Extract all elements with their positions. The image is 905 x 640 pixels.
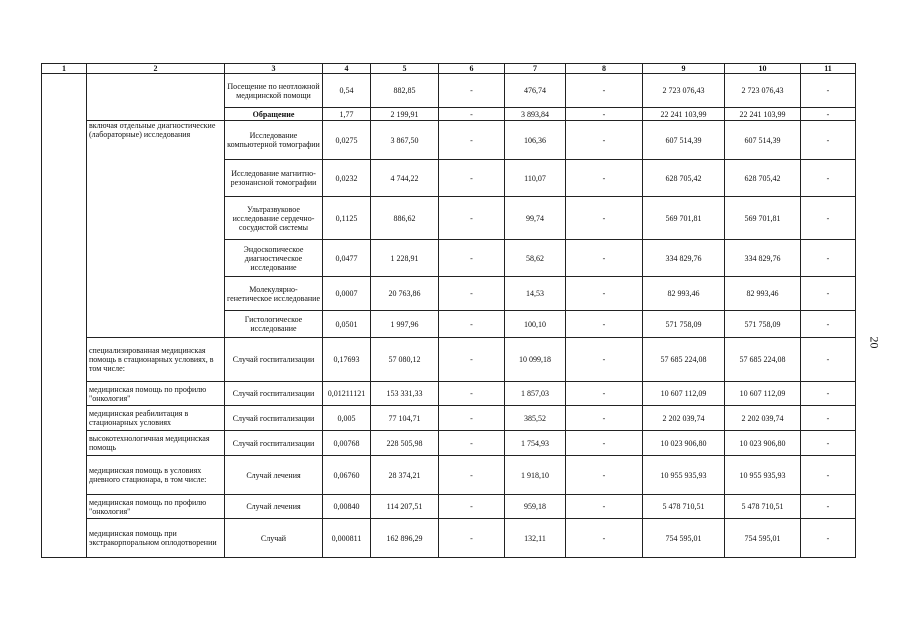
cell-c11: - bbox=[801, 160, 856, 197]
cell-c5: 228 505,98 bbox=[371, 431, 439, 456]
cell-c10: 5 478 710,51 bbox=[725, 495, 801, 519]
col-header: 9 bbox=[643, 64, 725, 74]
cell-c8: - bbox=[566, 519, 643, 558]
cell-c7: 476,74 bbox=[505, 74, 566, 108]
cell-c5: 882,85 bbox=[371, 74, 439, 108]
cell-c3: Случай bbox=[225, 519, 323, 558]
cell-c7: 1 918,10 bbox=[505, 456, 566, 495]
cell-c9: 607 514,39 bbox=[643, 121, 725, 160]
col-header: 11 bbox=[801, 64, 856, 74]
cell-c9: 334 829,76 bbox=[643, 240, 725, 277]
cell-c10: 2 723 076,43 bbox=[725, 74, 801, 108]
cell-c9: 10 023 906,80 bbox=[643, 431, 725, 456]
cell-c11: - bbox=[801, 74, 856, 108]
cell-description: специализированная медицинская помощь в стационарных условиях, в том числе: bbox=[87, 338, 225, 382]
cell-c3: Случай лечения bbox=[225, 495, 323, 519]
cell-c6: - bbox=[439, 431, 505, 456]
cell-c11: - bbox=[801, 456, 856, 495]
table-row bbox=[42, 519, 856, 558]
cell-c11: - bbox=[801, 431, 856, 456]
cell-c11: - bbox=[801, 108, 856, 121]
cell-c4: 0,1125 bbox=[323, 197, 371, 240]
cell-c4: 0,54 bbox=[323, 74, 371, 108]
cell-c4: 0,06760 bbox=[323, 456, 371, 495]
col-header: 2 bbox=[87, 64, 225, 74]
cell-c6: - bbox=[439, 519, 505, 558]
cell-c8: - bbox=[566, 456, 643, 495]
cell-c6: - bbox=[439, 160, 505, 197]
cell-c7: 3 893,84 bbox=[505, 108, 566, 121]
table-row bbox=[42, 338, 856, 382]
cell-c7: 14,53 bbox=[505, 277, 566, 311]
cell-c11: - bbox=[801, 277, 856, 311]
cell-c9: 2 723 076,43 bbox=[643, 74, 725, 108]
cell-c5: 114 207,51 bbox=[371, 495, 439, 519]
cell-c8: - bbox=[566, 197, 643, 240]
cell-c4: 0,0007 bbox=[323, 277, 371, 311]
cell-c10: 607 514,39 bbox=[725, 121, 801, 160]
cell-c7: 959,18 bbox=[505, 495, 566, 519]
cell-c6: - bbox=[439, 311, 505, 338]
cell-c8: - bbox=[566, 277, 643, 311]
cell-c5: 4 744,22 bbox=[371, 160, 439, 197]
cell-c7: 100,10 bbox=[505, 311, 566, 338]
cell-description: медицинская помощь по профилю "онкология" bbox=[87, 495, 225, 519]
cell-c4: 0,17693 bbox=[323, 338, 371, 382]
cell-c4: 0,0275 bbox=[323, 121, 371, 160]
cell-c4: 1,77 bbox=[323, 108, 371, 121]
col-header: 6 bbox=[439, 64, 505, 74]
col-header: 3 bbox=[225, 64, 323, 74]
cell-c3: Ультразвуковое исследование сердечно-сосудистой системы bbox=[225, 197, 323, 240]
cell-c4: 0,00840 bbox=[323, 495, 371, 519]
cell-c7: 10 099,18 bbox=[505, 338, 566, 382]
cell-c7: 1 754,93 bbox=[505, 431, 566, 456]
cell-c7: 132,11 bbox=[505, 519, 566, 558]
cell-c11: - bbox=[801, 311, 856, 338]
cell-c8: - bbox=[566, 160, 643, 197]
table-row bbox=[42, 74, 856, 108]
cell-c8: - bbox=[566, 495, 643, 519]
table-row bbox=[42, 382, 856, 406]
cell-c6: - bbox=[439, 108, 505, 121]
cell-c9: 10 955 935,93 bbox=[643, 456, 725, 495]
cell-c9: 628 705,42 bbox=[643, 160, 725, 197]
table-row bbox=[42, 495, 856, 519]
cell-description: медицинская реабилитация в стационарных условиях bbox=[87, 406, 225, 431]
cell-c9: 57 685 224,08 bbox=[643, 338, 725, 382]
cell-c11: - bbox=[801, 406, 856, 431]
cell-c3: Обращение bbox=[225, 108, 323, 121]
col-header: 5 bbox=[371, 64, 439, 74]
cell-c3: Случай госпитализации bbox=[225, 382, 323, 406]
cell-c4: 0,01211121 bbox=[323, 382, 371, 406]
cell-c6: - bbox=[439, 277, 505, 311]
cell-c5: 3 867,50 bbox=[371, 121, 439, 160]
cell-description: медицинская помощь в условиях дневного стационара, в том числе: bbox=[87, 456, 225, 495]
cell-c8: - bbox=[566, 240, 643, 277]
cell-c4: 0,000811 bbox=[323, 519, 371, 558]
cell-c10: 82 993,46 bbox=[725, 277, 801, 311]
cell-c9: 571 758,09 bbox=[643, 311, 725, 338]
cell-c4: 0,0477 bbox=[323, 240, 371, 277]
cell-c6: - bbox=[439, 495, 505, 519]
cell-c11: - bbox=[801, 519, 856, 558]
cell-c8: - bbox=[566, 406, 643, 431]
col-header: 1 bbox=[42, 64, 87, 74]
cell-c3: Гистологическое исследование bbox=[225, 311, 323, 338]
cell-c5: 1 997,96 bbox=[371, 311, 439, 338]
page-number: 20 bbox=[867, 336, 882, 349]
cell-c4: 0,00768 bbox=[323, 431, 371, 456]
cell-description: медицинская помощь при экстракорпоральном оплодотворении bbox=[87, 519, 225, 558]
cell-c9: 569 701,81 bbox=[643, 197, 725, 240]
cell-c9: 10 607 112,09 bbox=[643, 382, 725, 406]
cell-c6: - bbox=[439, 74, 505, 108]
cell-c5: 2 199,91 bbox=[371, 108, 439, 121]
cell-c8: - bbox=[566, 311, 643, 338]
cell-c5: 162 896,29 bbox=[371, 519, 439, 558]
cell-c6: - bbox=[439, 338, 505, 382]
cell-description bbox=[87, 74, 225, 121]
cell-c9: 82 993,46 bbox=[643, 277, 725, 311]
cell-c3: Эндоскопическое диагностическое исследование bbox=[225, 240, 323, 277]
cell-c7: 110,07 bbox=[505, 160, 566, 197]
cell-c8: - bbox=[566, 121, 643, 160]
cell-c11: - bbox=[801, 240, 856, 277]
cell-c3: Молекулярно-генетическое исследование bbox=[225, 277, 323, 311]
cell-c5: 77 104,71 bbox=[371, 406, 439, 431]
col-header: 7 bbox=[505, 64, 566, 74]
cell-c10: 22 241 103,99 bbox=[725, 108, 801, 121]
cell-c10: 569 701,81 bbox=[725, 197, 801, 240]
cell-c8: - bbox=[566, 74, 643, 108]
cell-c7: 58,62 bbox=[505, 240, 566, 277]
cell-c5: 153 331,33 bbox=[371, 382, 439, 406]
cell-c7: 1 857,03 bbox=[505, 382, 566, 406]
cell-c6: - bbox=[439, 406, 505, 431]
cell-c10: 10 607 112,09 bbox=[725, 382, 801, 406]
cell-c5: 28 374,21 bbox=[371, 456, 439, 495]
cell-c8: - bbox=[566, 108, 643, 121]
cell-c10: 754 595,01 bbox=[725, 519, 801, 558]
cell-c3: Исследование компьютерной томографии bbox=[225, 121, 323, 160]
cell-c6: - bbox=[439, 240, 505, 277]
cell-c10: 2 202 039,74 bbox=[725, 406, 801, 431]
tariff-table bbox=[41, 63, 856, 558]
cell-c4: 0,005 bbox=[323, 406, 371, 431]
cell-c4: 0,0232 bbox=[323, 160, 371, 197]
cell-c9: 754 595,01 bbox=[643, 519, 725, 558]
cell-c9: 22 241 103,99 bbox=[643, 108, 725, 121]
cell-c11: - bbox=[801, 382, 856, 406]
cell-c7: 385,52 bbox=[505, 406, 566, 431]
cell-c11: - bbox=[801, 197, 856, 240]
table-row bbox=[42, 456, 856, 495]
cell-c9: 2 202 039,74 bbox=[643, 406, 725, 431]
cell-c9: 5 478 710,51 bbox=[643, 495, 725, 519]
cell-c11: - bbox=[801, 121, 856, 160]
cell-c7: 99,74 bbox=[505, 197, 566, 240]
col-header: 10 bbox=[725, 64, 801, 74]
cell-c10: 628 705,42 bbox=[725, 160, 801, 197]
cell-c10: 10 023 906,80 bbox=[725, 431, 801, 456]
cell-c10: 10 955 935,93 bbox=[725, 456, 801, 495]
cell-c5: 57 080,12 bbox=[371, 338, 439, 382]
cell-c5: 886,62 bbox=[371, 197, 439, 240]
cell-c6: - bbox=[439, 382, 505, 406]
cell-c3: Исследование магнитно-резонансной томографии bbox=[225, 160, 323, 197]
cell-c10: 57 685 224,08 bbox=[725, 338, 801, 382]
cell-c8: - bbox=[566, 431, 643, 456]
cell-c10: 571 758,09 bbox=[725, 311, 801, 338]
col-header: 8 bbox=[566, 64, 643, 74]
cell-c5: 20 763,86 bbox=[371, 277, 439, 311]
cell-description: медицинская помощь по профилю "онкология" bbox=[87, 382, 225, 406]
cell-c6: - bbox=[439, 456, 505, 495]
cell-c3: Случай госпитализации bbox=[225, 406, 323, 431]
cell-c5: 1 228,91 bbox=[371, 240, 439, 277]
cell-c4: 0,0501 bbox=[323, 311, 371, 338]
table-row bbox=[42, 406, 856, 431]
cell-col1 bbox=[42, 74, 87, 558]
col-header: 4 bbox=[323, 64, 371, 74]
cell-c3: Посещение по неотложной медицинской помощи bbox=[225, 74, 323, 108]
cell-c7: 106,36 bbox=[505, 121, 566, 160]
cell-c6: - bbox=[439, 197, 505, 240]
header-row bbox=[42, 64, 856, 74]
cell-description: высокотехнологичная медицинская помощь bbox=[87, 431, 225, 456]
cell-c11: - bbox=[801, 495, 856, 519]
cell-description: включая отдельные диагностические (лабораторные) исследования bbox=[87, 121, 225, 338]
cell-c8: - bbox=[566, 382, 643, 406]
cell-c3: Случай лечения bbox=[225, 456, 323, 495]
cell-c11: - bbox=[801, 338, 856, 382]
table-row bbox=[42, 121, 856, 160]
cell-c10: 334 829,76 bbox=[725, 240, 801, 277]
table-row bbox=[42, 431, 856, 456]
cell-c3: Случай госпитализации bbox=[225, 431, 323, 456]
cell-c8: - bbox=[566, 338, 643, 382]
cell-c3: Случай госпитализации bbox=[225, 338, 323, 382]
cell-c6: - bbox=[439, 121, 505, 160]
